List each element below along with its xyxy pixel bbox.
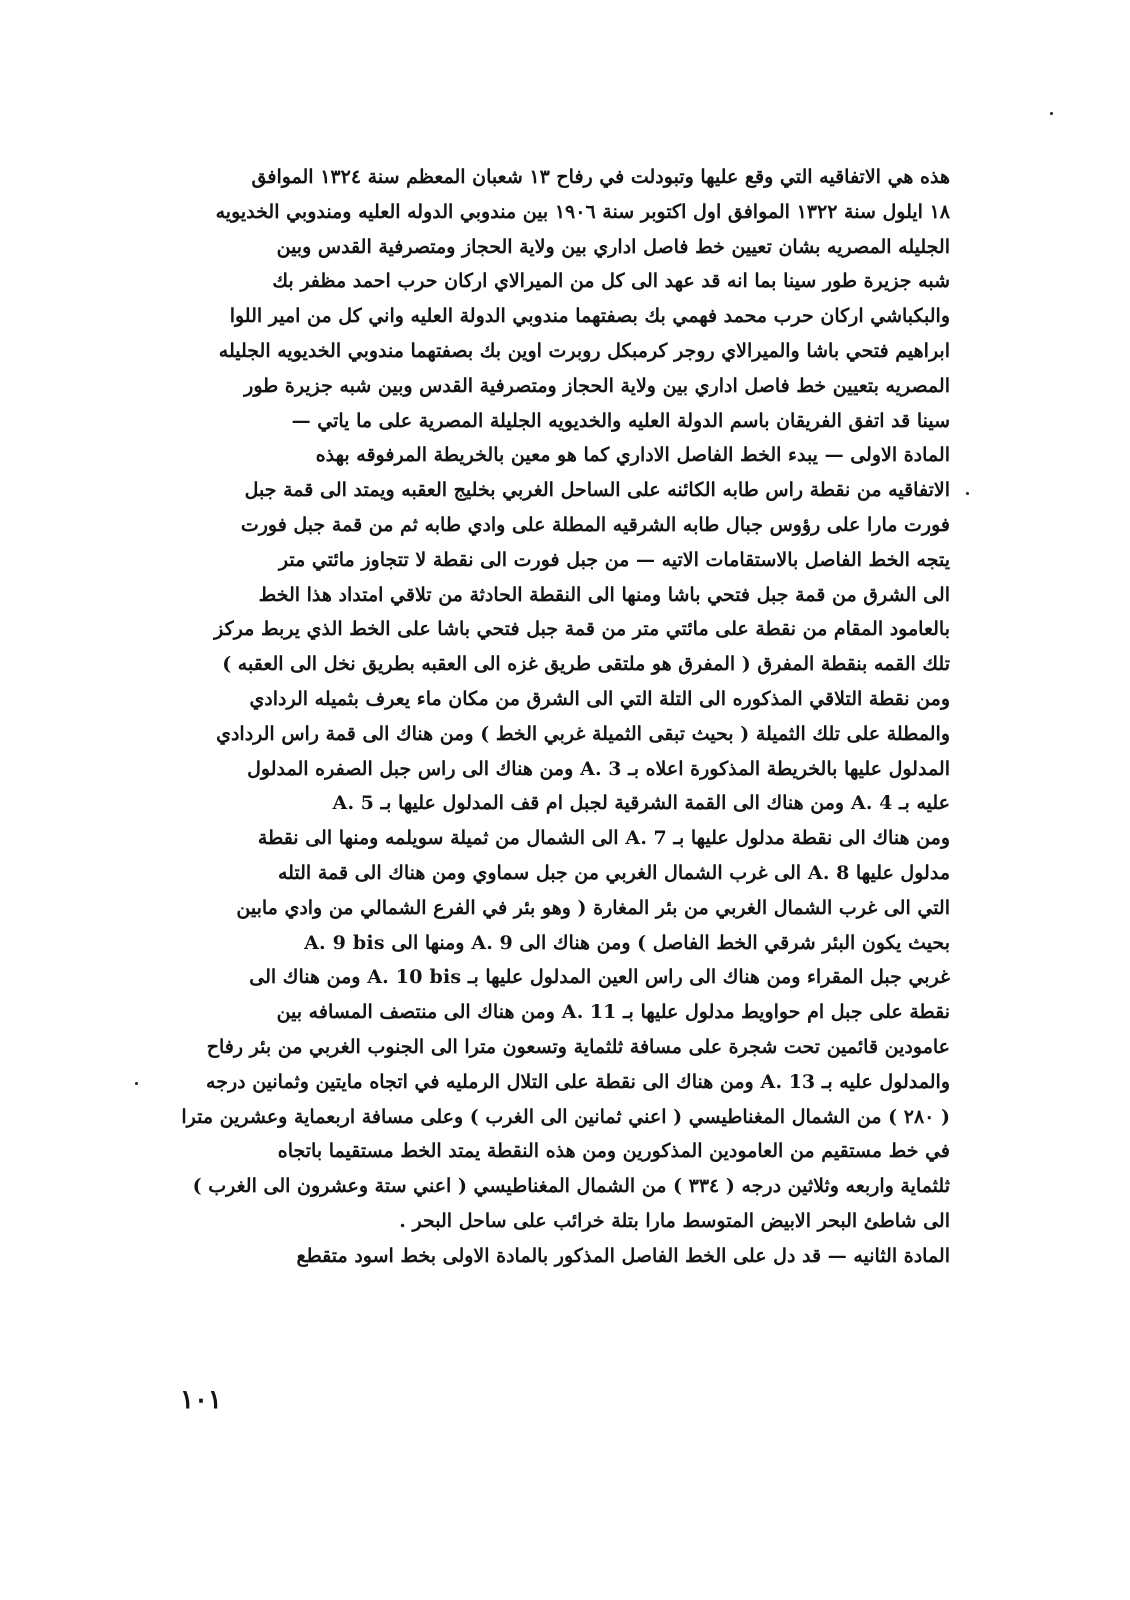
scan-speck: [966, 492, 969, 495]
text-line: هذه هي الاتفاقيه التي وقع عليها وتبودلت في رفاح ١٣ شعبان المعظم سنة ١٣٢٤ الموافق: [251, 166, 950, 188]
text-line: ١٨ ايلول سنة ١٣٢٢ الموافق اول اكتوبر سنة ١٩٠٦ بين مندوبي الدوله العليه ومندوبي الخديويه: [215, 200, 950, 223]
text-line: والبكباشي اركان حرب محمد فهمي بك بصفتهما مندوبي الدولة العليه واني كل من امير اللوا: [229, 305, 950, 328]
text-line: الجليله المصريه بشان تعيين خط فاصل اداري بين ولاية الحجاز ومتصرفية القدس وبين: [276, 235, 950, 258]
text-line: بالعامود المقام من نقطة على مائتي متر من قمة جبل فتحي باشا على الخط الذي يربط مركز: [214, 618, 950, 641]
agreement-text-body: [150, 160, 950, 1274]
text-line: ومن هناك الى نقطة مدلول عليها بـ 7 .A الى الشمال من ثميلة سويلمه ومنها الى نقطة: [257, 827, 950, 850]
text-line: التي الى غرب الشمال الغربي من بئر المغارة ( وهو بئر في الفرع الشمالي من وادي مابين: [236, 896, 950, 919]
text-line: فورت مارا على رؤوس جبال طابه الشرقيه المطلة على وادي طابه ثم من قمة جبل فورت: [240, 513, 950, 536]
text-line: نقطة على جبل ام حواويط مدلول عليها بـ 11 .A ومن هناك الى منتصف المسافه بين: [276, 1001, 950, 1024]
page-number: ١٠١: [180, 1385, 222, 1415]
scan-speck: [1050, 112, 1053, 115]
text-line: المصريه بتعيين خط فاصل اداري بين ولاية الحجاز ومتصرفية القدس وبين شبه جزيرة طور: [244, 374, 950, 397]
text-line: تلك القمه بنقطة المفرق ( المفرق هو ملتقى طريق غزه الى العقبه بطريق نخل الى العقبه ): [222, 653, 950, 676]
text-line: ومن نقطة التلاقي المذكوره الى التلة التي الى الشرق من مكان ماء يعرف بثميله الردادي: [249, 687, 950, 710]
text-line: عامودين قائمين تحت شجرة على مسافة ثلثماية وتسعون مترا الى الجنوب الغربي من بئر رفاح: [206, 1035, 950, 1058]
text-line: الى شاطئ البحر الابيض المتوسط مارا بتلة خرائب على ساحل البحر .: [399, 1209, 950, 1232]
text-line: المادة الاولى — يبدء الخط الفاصل الاداري كما هو معين بالخريطة المرفوقه بهذه: [315, 444, 950, 467]
text-line: ابراهيم فتحي باشا والميرالاي روجر كرمبكل روبرت اوين بك بصفتهما مندوبي الخديويه الجليله: [218, 339, 950, 362]
text-line: شبه جزيرة طور سينا بما انه قد عهد الى كل من الميرالاي اركان حرب احمد مظفر بك: [272, 270, 950, 293]
text-line: الاتفاقيه من نقطة راس طابه الكائنه على الساحل الغربي بخليج العقبه ويمتد الى قمة جبل: [244, 479, 950, 502]
text-line: غربي جبل المقراء ومن هناك الى راس العين المدلول عليها بـ A. 10 bis ومن هناك الى: [249, 966, 950, 989]
text-line: ثلثماية واربعه وثلاثين درجه ( ٣٣٤ ) من الشمال المغناطيسي ( اعني ستة وعشرون الى الغرب ): [192, 1175, 950, 1198]
text-line: المدلول عليها بالخريطة المذكورة اعلاه بـ 3 .A ومن هناك الى راس جبل الصفره المدلول: [247, 757, 950, 780]
text-line: في خط مستقيم من العامودين المذكورين ومن هذه النقطة يمتد الخط مستقيما باتجاه: [277, 1140, 950, 1163]
text-line: بحيث يكون البئر شرقي الخط الفاصل ) ومن هناك الى 9 .A ومنها الى A. 9 bis: [304, 931, 950, 954]
text-line: يتجه الخط الفاصل بالاستقامات الاتيه — من جبل فورت الى نقطة لا تتجاوز مائتي متر: [278, 548, 950, 571]
text-line: سينا قد اتفق الفريقان باسم الدولة العليه والخديويه الجليلة المصرية على ما ياتي —: [291, 409, 950, 432]
text-line: المادة الثانيه — قد دل على الخط الفاصل المذكور بالمادة الاولى بخط اسود متقطع: [296, 1244, 950, 1267]
scan-speck: [135, 1082, 138, 1085]
text-line: ( ٢٨٠ ) من الشمال المغناطيسي ( اعني ثمانين الى الغرب ) وعلى مسافة اربعماية وعشرين مترا: [181, 1105, 950, 1128]
text-line: والمطلة على تلك الثميلة ( بحيث تبقى الثميلة غربي الخط ) ومن هناك الى قمة راس الردادي: [216, 722, 950, 745]
text-line: مدلول عليها 8 .A الى غرب الشمال الغربي من جبل سماوي ومن هناك الى قمة التله: [277, 861, 950, 884]
text-line: الى الشرق من قمة جبل فتحي باشا ومنها الى النقطة الحادثة من تلاقي امتداد هذا الخط: [258, 583, 950, 606]
text-line: والمدلول عليه بـ 13 .A ومن هناك الى نقطة على التلال الرمليه في اتجاه مايتين وثمانين درجه: [206, 1070, 950, 1093]
text-line: عليه بـ 4 .A ومن هناك الى القمة الشرقية لجبل ام قف المدلول عليها بـ 5 .A: [332, 792, 950, 815]
